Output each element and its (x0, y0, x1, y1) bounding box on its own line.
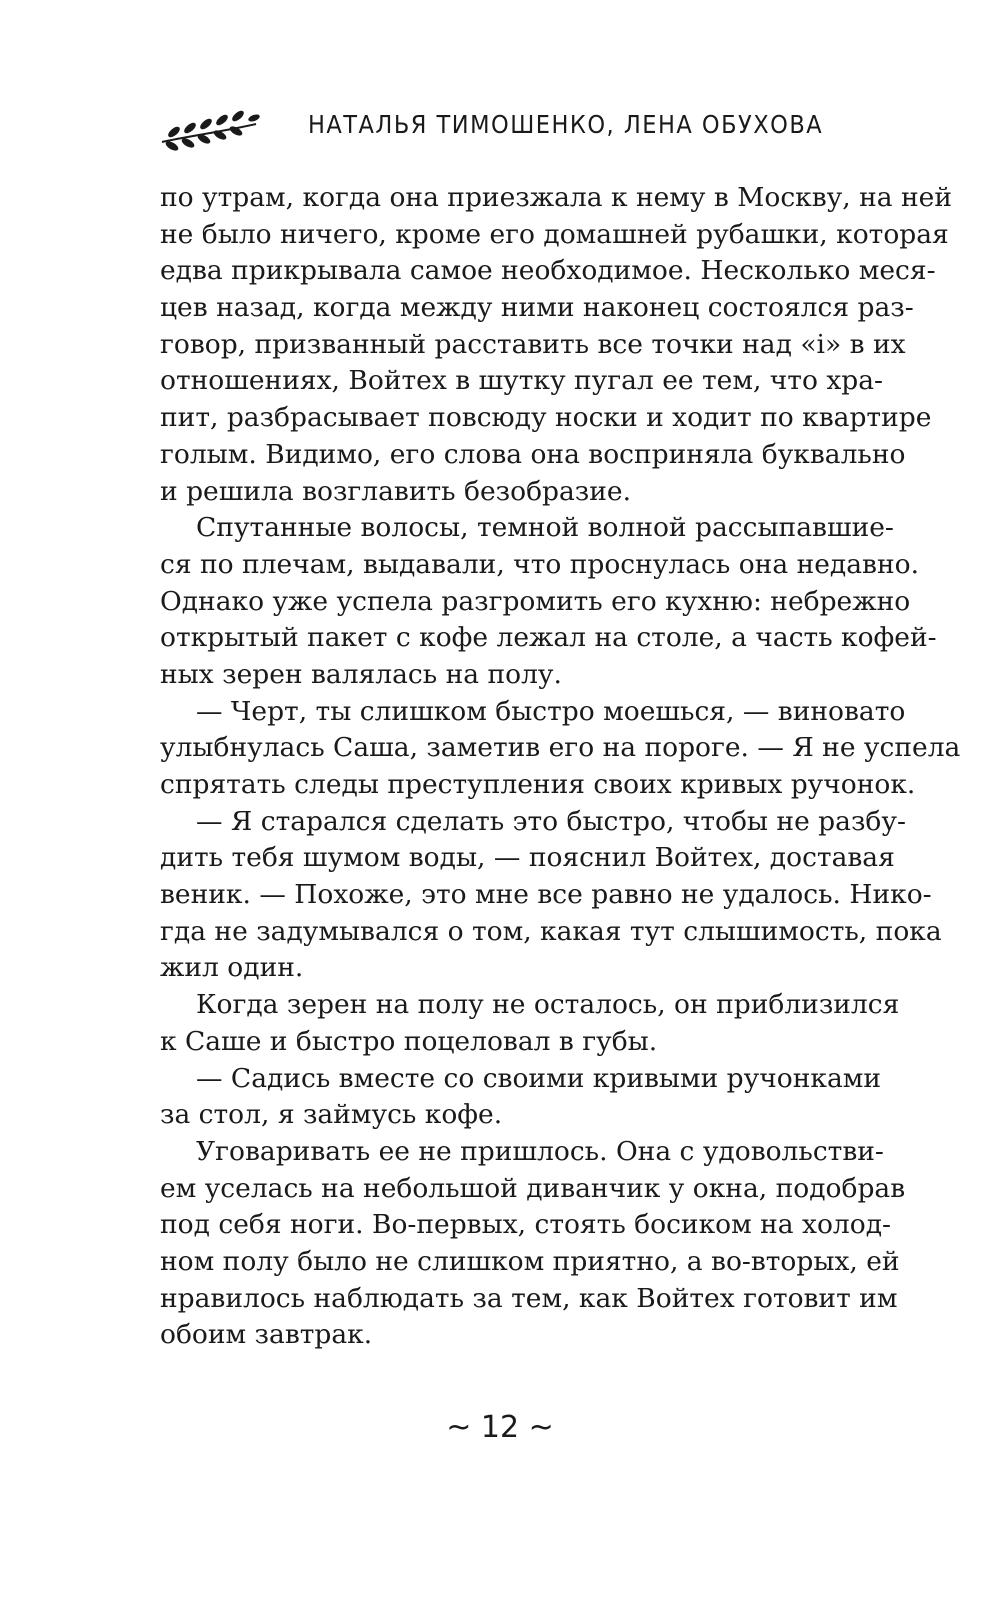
running-head: НАТАЛЬЯ ТИМОШЕНКО, ЛЕНА ОБУХОВА (308, 110, 824, 139)
paragraph (160, 694, 961, 804)
text-line: ном полу было не слишком приятно, а во-вторых, ей (160, 1245, 900, 1277)
text-line: ных зерен валялась на полу. (160, 658, 562, 690)
page-header (160, 96, 880, 166)
text-line: обоим завтрак. (160, 1319, 373, 1351)
text-line: голым. Видимо, его слова она восприняла буквально (160, 438, 906, 470)
paragraph (160, 1134, 906, 1354)
text-line: ем уселась на небольшой диванчик у окна, подобрав (160, 1172, 906, 1204)
body-text (160, 180, 961, 1354)
text-line: за стол, я займусь кофе. (160, 1099, 503, 1131)
paragraph (160, 180, 952, 510)
laurel-branch-icon (160, 102, 260, 158)
text-line: пит, разбрасывает повсюду носки и ходит по квартире (160, 402, 932, 434)
paragraph (160, 1061, 882, 1134)
text-line: открытый пакет с кофе лежал на столе, а часть кофей- (160, 622, 937, 654)
text-line: Уговаривать ее не пришлось. Она с удовольстви- (196, 1135, 884, 1167)
text-line: Однако уже успела разгромить его кухню: небрежно (160, 585, 911, 617)
text-line: — Садись вместе со своими кривыми ручонками (196, 1062, 882, 1094)
text-line: под себя ноги. Во-первых, стоять босиком на холод- (160, 1209, 891, 1241)
text-line: по утрам, когда она приезжала к нему в Москву, на ней (160, 182, 952, 213)
text-line: гда не задумывался о том, какая тут слышимость, пока (160, 915, 942, 947)
page-number: ~ 12 ~ (446, 1410, 554, 1445)
text-line: — Я старался сделать это быстро, чтобы не разбу- (196, 805, 906, 837)
text-line: цев назад, когда между ними наконец состоялся раз- (160, 292, 914, 324)
text-line: не было ничего, кроме его домашней рубашки, которая (160, 218, 949, 250)
text-line: дить тебя шумом воды, — пояснил Войтех, доставая (160, 842, 895, 874)
text-line: улыбнулась Саша, заметив его на пороге. — Я не успела (160, 732, 961, 764)
text-line: ся по плечам, выдавали, что проснулась она недавно. (160, 548, 919, 580)
text-line: отношениях, Войтех в шутку пугал ее тем, что хра- (160, 365, 884, 397)
text-line: жил один. (160, 952, 304, 984)
text-line: спрятать следы преступления своих кривых ручонок. (160, 769, 916, 800)
text-line: нравилось наблюдать за тем, как Войтех готовит им (160, 1282, 898, 1314)
text-line: веник. — Похоже, это мне все равно не удалось. Нико- (160, 879, 932, 911)
text-line: и решила возглавить безобразие. (160, 475, 632, 507)
paragraph (160, 804, 942, 987)
text-line: говор, призванный расставить все точки над «i» в их (160, 328, 906, 360)
text-line: — Черт, ты слишком быстро моешься, — виновато (196, 695, 906, 727)
text-line: к Саше и быстро поцеловал в губы. (160, 1025, 658, 1057)
paragraph (160, 987, 900, 1060)
text-line: едва прикрывала самое необходимое. Несколько меся- (160, 255, 936, 287)
text-line: Когда зерен на полу не осталось, он приблизился (196, 989, 900, 1021)
text-line: Спутанные волосы, темной волной рассыпавшие- (196, 512, 894, 544)
paragraph (160, 510, 937, 693)
